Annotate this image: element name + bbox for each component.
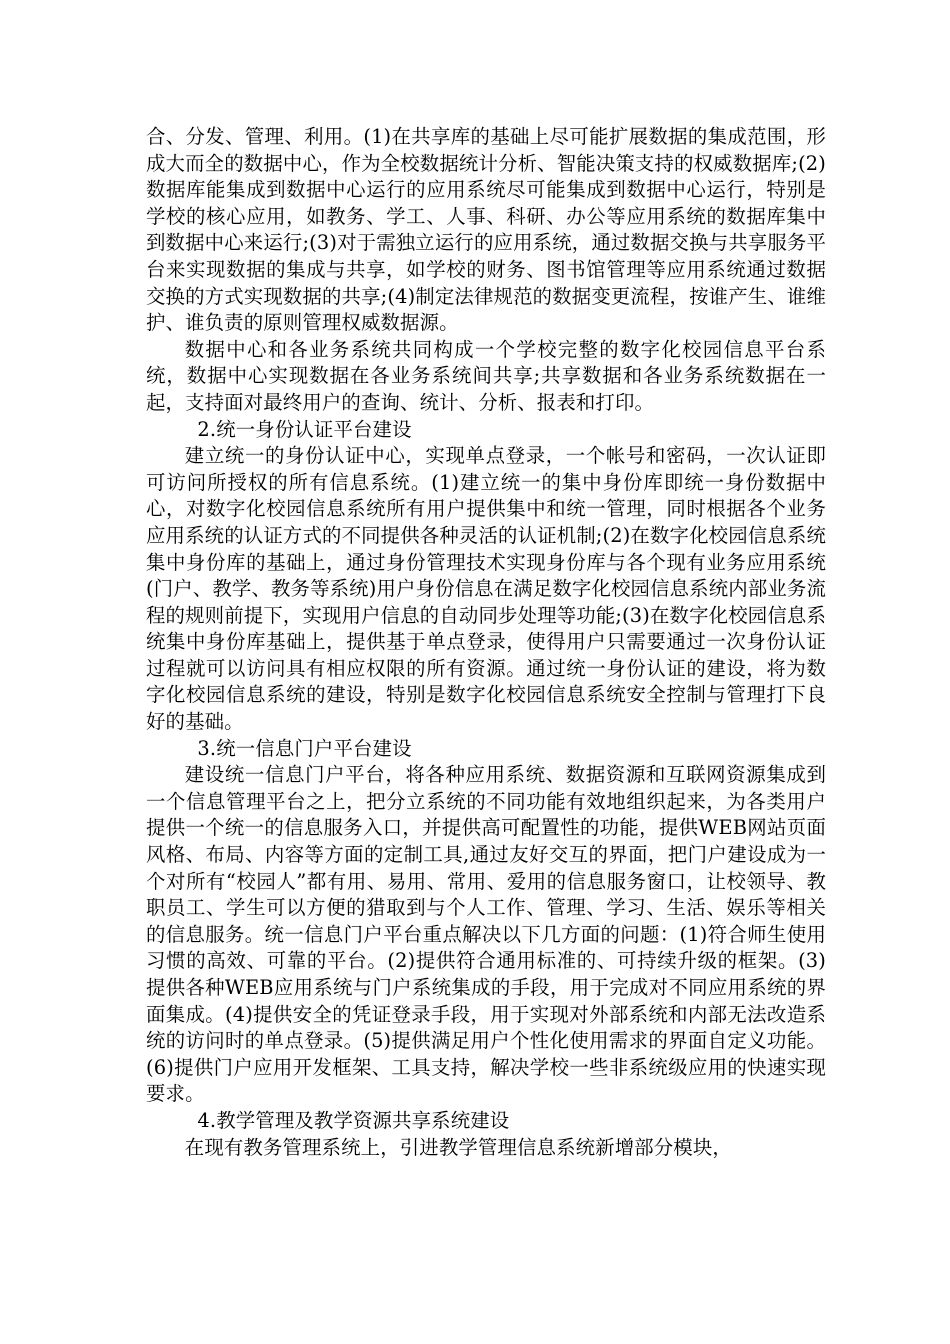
paragraph-data-center-summary: 数据中心和各业务系统共同构成一个学校完整的数字化校园信息平台系统，数据中心实现数据在各业务系统间共享;共享数据和各业务系统数据在一起，支持面对最终用户的查询、统计、分析、报表和打印。 xyxy=(146,337,826,414)
section-heading-identity-auth: 2.统一身份认证平台建设 xyxy=(197,417,412,441)
document-page xyxy=(146,124,826,1161)
paragraph-identity-auth: 建立统一的身份认证中心，实现单点登录，一个帐号和密码，一次认证即可访问所授权的所有信息系统。(1)建立统一的集中身份库即统一身份数据中心，对数字化校园信息系统所有用户提供集中和统一管理，同时根据各个业务应用系统的认证方式的不同提供各种灵活的认证机制;(2)在数字化校园信息系统集中身份库的基础上，通过身份管理技术实现身份库与各个现有业务应用系统(门户、教学、教务等系统)用户身份信息在满足数字化校园信息系统内部业务流程的规则前提下，实现用户信息的自动同步处理等功能;(3)在数字化校园信息系统集中身份库基础上，提供基于单点登录，使得用户只需要通过一次身份认证过程就可以访问具有相应权限的所有资源。通过统一身份认证的建设，将为数字化校园信息系统的建设，特别是数字化校园信息系统安全控制与管理打下良好的基础。 xyxy=(146,444,826,734)
section-heading-teaching-management: 4.教学管理及教学资源共享系统建设 xyxy=(197,1108,510,1132)
paragraph-data-center-principles: 合、分发、管理、利用。(1)在共享库的基础上尽可能扩展数据的集成范围，形成大而全的数据中心，作为全校数据统计分析、智能决策支持的权威数据库;(2)数据库能集成到数据中心运行的应用系统尽可能集成到数据中心运行，特别是学校的核心应用，如教务、学工、人事、科研、办公等应用系统的数据库集中到数据中心来运行;(3)对于需独立运行的应用系统，通过数据交换与共享服务平台来实现数据的集成与共享，如学校的财务、图书馆管理等应用系统通过数据交换的方式实现数据的共享;(4)制定法律规范的数据变更流程，按谁产生、谁维护、谁负责的原则管理权威数据源。 xyxy=(146,125,826,335)
paragraph-teaching-management: 在现有教务管理系统上，引进教学管理信息系统新增部分模块， xyxy=(184,1135,732,1159)
paragraph-info-portal: 建设统一信息门户平台，将各种应用系统、数据资源和互联网资源集成到一个信息管理平台之上，把分立系统的不同功能有效地组织起来，为各类用户提供一个统一的信息服务入口，并提供高可配置性的功能，提供WEB网站页面风格、布局、内容等方面的定制工具,通过友好交互的界面，把门户建设成为一个对所有“校园人”都有用、易用、常用、爱用的信息服务窗口，让校领导、教职员工、学生可以方便的猎取到与个人工作、管理、学习、生活、娱乐等相关的信息服务。统一信息门户平台重点解决以下几方面的问题：(1)符合师生使用习惯的高效、可靠的平台。(2)提供符合通用标准的、可持续升级的框架。(3)提供各种WEB应用系统与门户系统集成的手段，用于完成对不同应用系统的界面集成。(4)提供安全的凭证登录手段，用于实现对外部系统和内部无法改造系统的访问时的单点登录。(5)提供满足用户个性化使用需求的界面自定义功能。(6)提供门户应用开发框架、工具支持，解决学校一些非系统级应用的快速实现要求。 xyxy=(146,763,826,1106)
section-heading-info-portal: 3.统一信息门户平台建设 xyxy=(197,736,412,760)
